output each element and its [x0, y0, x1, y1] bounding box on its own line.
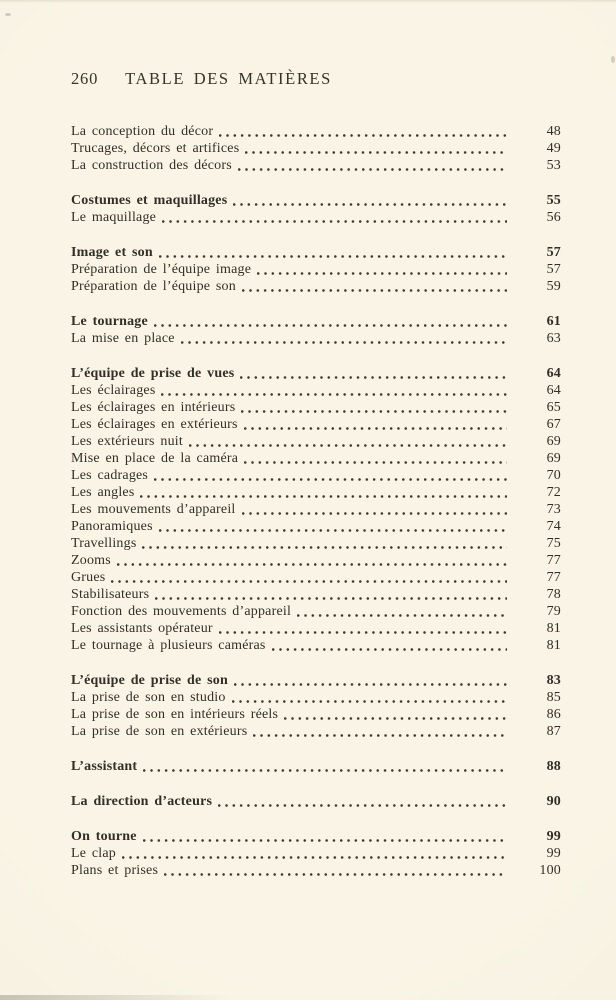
- toc-entry-page: 87: [546, 724, 561, 739]
- toc-leader-dots: [181, 341, 507, 344]
- toc-entry-label: Image et son: [71, 245, 153, 260]
- toc-entry-label: Le tournage: [71, 314, 148, 329]
- scan-speck: [611, 56, 615, 63]
- toc-entry-page: 85: [546, 690, 561, 705]
- toc-entry-label: Les éclairages en intérieurs: [71, 400, 236, 415]
- toc-leader-dots: [234, 683, 507, 686]
- toc-row: [71, 862, 561, 879]
- toc-row: [71, 416, 561, 433]
- toc-entry-page: 57: [546, 245, 561, 260]
- toc-entry-page: 70: [546, 468, 561, 483]
- toc-entry-page: 99: [546, 846, 561, 861]
- toc-leader-dots: [142, 546, 507, 549]
- toc-row: [71, 723, 561, 740]
- toc-leader-dots: [253, 734, 507, 737]
- toc-entry-label: Costumes et maquillages: [71, 193, 228, 208]
- toc-entry-page: 65: [546, 400, 561, 415]
- toc-row: [71, 382, 561, 399]
- toc-leader-dots: [242, 289, 507, 292]
- toc-row: [71, 672, 561, 689]
- toc-leader-dots: [159, 529, 507, 532]
- toc-leader-dots: [122, 856, 507, 859]
- toc-entry-page: 79: [546, 604, 561, 619]
- toc-entry-page: 88: [546, 759, 561, 774]
- toc-entry-page: 53: [546, 158, 561, 173]
- toc-entry-page: 86: [546, 707, 561, 722]
- toc-entry-page: 77: [546, 570, 561, 585]
- toc-entry-page: 63: [546, 331, 561, 346]
- toc-entry-page: 83: [546, 673, 561, 688]
- toc-entry-label: La conception du décor: [71, 124, 214, 139]
- toc-leader-dots: [242, 512, 507, 515]
- toc-row: [71, 501, 561, 518]
- toc-entry-label: Panoramiques: [71, 519, 153, 534]
- toc-entry-page: 48: [546, 124, 561, 139]
- toc-entry-page: 61: [546, 314, 561, 329]
- toc-leader-dots: [272, 648, 507, 651]
- toc-entry-label: Plans et prises: [71, 863, 159, 878]
- toc-entry-page: 64: [546, 383, 561, 398]
- toc-entry-label: Les cadrages: [71, 468, 149, 483]
- toc-entry-label: La prise de son en intérieurs réels: [71, 707, 279, 722]
- toc-leader-dots: [297, 614, 507, 617]
- toc-entry-label: Le maquillage: [71, 210, 157, 225]
- toc-row: [71, 793, 561, 810]
- folio-page-number: 260: [71, 69, 99, 88]
- toc-entry-label: L’assistant: [71, 759, 138, 774]
- toc-leader-dots: [238, 168, 507, 171]
- toc-leader-dots: [159, 255, 507, 258]
- toc-entry-page: 90: [546, 794, 561, 809]
- toc-entry-label: La mise en place: [71, 331, 175, 346]
- toc-row: [71, 244, 561, 261]
- toc-leader-dots: [219, 631, 507, 634]
- toc-entry-label: La prise de son en studio: [71, 690, 226, 705]
- toc-entry-label: La direction d’acteurs: [71, 794, 213, 809]
- toc-row: [71, 261, 561, 278]
- toc-leader-dots: [241, 410, 507, 413]
- toc-leader-dots: [189, 444, 507, 447]
- toc-entry-label: Le clap: [71, 846, 116, 861]
- toc-leader-dots: [143, 839, 507, 842]
- toc-entry-label: On tourne: [71, 829, 137, 844]
- toc-leader-dots: [284, 717, 507, 720]
- toc-entry-page: 64: [546, 366, 561, 381]
- toc-entry-label: Grues: [71, 570, 106, 585]
- toc-entry-label: Préparation de l’équipe image: [71, 262, 252, 277]
- toc-leader-dots: [245, 151, 507, 154]
- toc-leader-dots: [140, 495, 507, 498]
- toc-leader-dots: [232, 700, 507, 703]
- toc-entry-label: Les extérieurs nuit: [71, 434, 183, 449]
- toc-row: [71, 586, 561, 603]
- toc-entry-label: Les mouvements d’appareil: [71, 502, 236, 517]
- toc-entry-label: Travellings: [71, 536, 137, 551]
- toc-leader-dots: [155, 597, 507, 600]
- toc-list: [71, 123, 561, 879]
- toc-leader-dots: [233, 203, 507, 206]
- toc-entry-page: 55: [546, 193, 561, 208]
- toc-entry-page: 73: [546, 502, 561, 517]
- toc-leader-dots: [111, 580, 507, 583]
- toc-leader-dots: [240, 376, 507, 379]
- toc-row: [71, 552, 561, 569]
- toc-entry-label: Les assistants opérateur: [71, 621, 213, 636]
- toc-row: [71, 433, 561, 450]
- toc-row: [71, 313, 561, 330]
- toc-entry-label: Trucages, décors et artifices: [71, 141, 240, 156]
- scan-smudge: [0, 995, 230, 1000]
- toc-entry-page: 67: [546, 417, 561, 432]
- toc-row: [71, 689, 561, 706]
- toc-entry-page: 49: [546, 141, 561, 156]
- toc-leader-dots: [219, 134, 507, 137]
- toc-entry-page: 56: [546, 210, 561, 225]
- page-title: TABLE DES MATIÈRES: [125, 69, 332, 88]
- toc-entry-label: Les éclairages en extérieurs: [71, 417, 238, 432]
- toc-entry-label: Mise en place de la caméra: [71, 451, 239, 466]
- toc-leader-dots: [161, 393, 507, 396]
- toc-entry-label: Préparation de l’équipe son: [71, 279, 236, 294]
- toc-row: [71, 706, 561, 723]
- scan-speck: [5, 13, 11, 16]
- toc-leader-dots: [154, 478, 507, 481]
- toc-row: [71, 123, 561, 140]
- toc-row: [71, 278, 561, 295]
- toc-entry-page: 77: [546, 553, 561, 568]
- toc-entry-label: Le tournage à plusieurs caméras: [71, 638, 266, 653]
- toc-leader-dots: [257, 272, 507, 275]
- toc-entry-page: 74: [546, 519, 561, 534]
- toc-entry-page: 81: [546, 638, 561, 653]
- toc-entry-label: Zooms: [71, 553, 111, 568]
- toc-entry-label: La prise de son en extérieurs: [71, 724, 248, 739]
- toc-row: [71, 620, 561, 637]
- toc-row: [71, 140, 561, 157]
- toc-entry-label: Les angles: [71, 485, 135, 500]
- toc-entry-page: 59: [546, 279, 561, 294]
- page-header: [71, 70, 561, 88]
- toc-leader-dots: [117, 563, 507, 566]
- toc-entry-page: 100: [539, 863, 561, 878]
- toc-entry-page: 81: [546, 621, 561, 636]
- toc-row: [71, 828, 561, 845]
- toc-row: [71, 518, 561, 535]
- toc-leader-dots: [143, 769, 507, 772]
- toc-entry-page: 72: [546, 485, 561, 500]
- toc-row: [71, 569, 561, 586]
- scan-edge-artifact: [0, 0, 616, 3]
- toc-entry-page: 69: [546, 451, 561, 466]
- toc-entry-label: Fonction des mouvements d’appareil: [71, 604, 292, 619]
- toc-leader-dots: [244, 461, 507, 464]
- toc-entry-label: La construction des décors: [71, 158, 232, 173]
- toc-entry-page: 75: [546, 536, 561, 551]
- toc-row: [71, 330, 561, 347]
- toc-entry-label: Les éclairages: [71, 383, 156, 398]
- toc-row: [71, 450, 561, 467]
- toc-entry-label: Stabilisateurs: [71, 587, 150, 602]
- toc-row: [71, 758, 561, 775]
- toc-leader-dots: [164, 873, 507, 876]
- toc-entry-label: L’équipe de prise de son: [71, 673, 228, 688]
- toc-entry-page: 69: [546, 434, 561, 449]
- toc-entry-page: 57: [546, 262, 561, 277]
- toc-leader-dots: [154, 324, 507, 327]
- toc-row: [71, 209, 561, 226]
- toc-entry-label: L’équipe de prise de vues: [71, 366, 235, 381]
- toc-entry-page: 99: [546, 829, 561, 844]
- toc-row: [71, 845, 561, 862]
- toc-row: [71, 365, 561, 382]
- toc-row: [71, 535, 561, 552]
- toc-leader-dots: [218, 804, 507, 807]
- toc-leader-dots: [162, 220, 507, 223]
- toc-row: [71, 603, 561, 620]
- toc-leader-dots: [244, 427, 507, 430]
- toc-row: [71, 192, 561, 209]
- toc-row: [71, 467, 561, 484]
- toc-entry-page: 78: [546, 587, 561, 602]
- toc-row: [71, 637, 561, 654]
- toc-row: [71, 157, 561, 174]
- toc-row: [71, 484, 561, 501]
- toc-row: [71, 399, 561, 416]
